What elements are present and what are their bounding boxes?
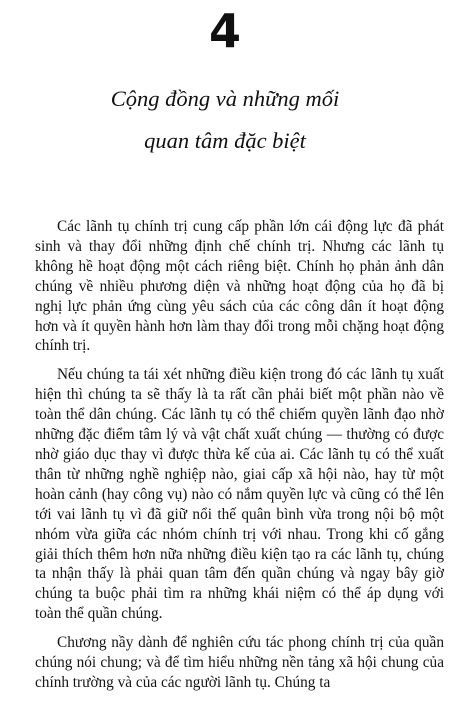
chapter-title-line-2: quan tâm đặc biệt: [144, 128, 306, 153]
chapter-number: 4: [208, 4, 241, 58]
paragraph: Chương nầy dành để nghiên cứu tác phong chính trị của quần chúng nói chung; và để tìm hiểu những nền tảng xã hội chung của chính trường và của các người lãnh tụ. Chúng ta: [35, 634, 444, 691]
chapter-title-line-1: Cộng đồng và những mối: [110, 86, 340, 111]
paragraph: Các lãnh tụ chính trị cung cấp phần lớn cái động lực đã phát sinh và thay đổi những định chế chính trị. Nhưng các lãnh tụ không hề hoạt động một cách riêng biệt. Chính họ phản ảnh dân chúng về nhiều phương diện và những hoạt động của họ đã bị nghị lực phản ứng cùng yêu sách của các công dân ít hoạt động hơn và ít quyền hành hơn làm thay đổi trong mỗi chặng hoạt động chính trị.: [35, 218, 444, 355]
body-text: [35, 217, 444, 702]
paragraph: Nếu chúng ta tái xét những điều kiện trong đó các lãnh tụ xuất hiện thì chúng ta sẽ thấy là ta rất cần phải biết một phần nào về toàn thể dân chúng. Các lãnh tụ có thể chiếm quyền lãnh đạo nhờ những đặc điểm tâm lý và vật chất xuất chúng — thường có được nhờ giáo dục thay vì được thừa kế của ai. Các lãnh tụ có thể xuất thân từ những nghề nghiệp nào, giai cấp xã hội nào, hay từ một hoàn cảnh (hay công vụ) nào có nắm quyền lực và cũng có thể lên tới vai lãnh tụ vì đã giữ nổi thế quân bình vừa trong nội bộ một nhóm vừa giữa các nhóm chính trị với nhau. Trong khi cố gắng giải thích thêm hơn nữa những điều kiện tạo ra các lãnh tụ, chúng ta nhận thấy là phải quan tâm đến quần chúng và ngay bây giờ chúng ta buộc phải tìm ra những khái niệm có thể áp dụng với toàn thể quần chúng.: [35, 366, 444, 623]
